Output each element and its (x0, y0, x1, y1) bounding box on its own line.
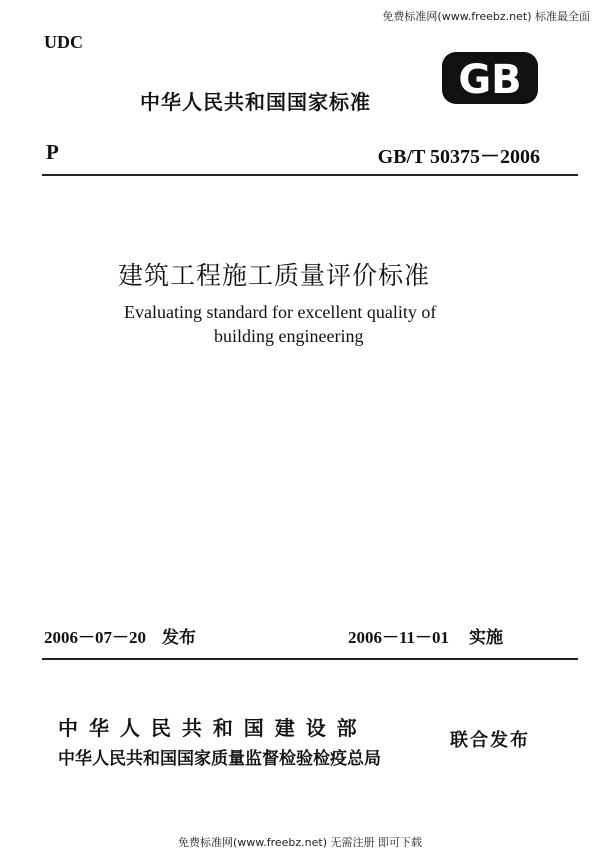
implementation-date-group (348, 623, 503, 648)
publisher-ministry: 中 华 人 民 共 和 国 建 设 部 (58, 716, 359, 740)
svg-text:GB: GB (458, 57, 522, 103)
gb-logo (440, 50, 540, 106)
udc-label: UDC (44, 32, 83, 52)
title-english-line1: Evaluating standard for excellent quality of (124, 302, 437, 322)
watermark-top: 免费标准网(www.freebz.net) 标准最全面 (382, 10, 590, 23)
joint-issue-label: 联合发布 (450, 730, 530, 751)
footer-divider (42, 658, 578, 660)
issue-label: 发布 (161, 628, 196, 648)
implementation-label: 实施 (468, 628, 503, 648)
header-divider (42, 174, 578, 176)
issue-date: 2006－07－20 (44, 628, 146, 647)
title-english-line2: building engineering (214, 326, 364, 346)
issue-date-group (44, 623, 196, 648)
implementation-date: 2006－11－01 (348, 628, 450, 647)
watermark-bottom: 免费标准网(www.freebz.net) 无需注册 即可下载 (177, 836, 423, 849)
category-code: P (46, 140, 59, 164)
publisher-aqsiq: 中华人民共和国国家质量监督检验检疫总局 (58, 749, 381, 769)
title-chinese: 建筑工程施工质量评价标准 (118, 261, 431, 290)
issuing-organization: 中华人民共和国国家标准 (140, 90, 371, 114)
standard-code: GB/T 50375－2006 (377, 146, 540, 168)
